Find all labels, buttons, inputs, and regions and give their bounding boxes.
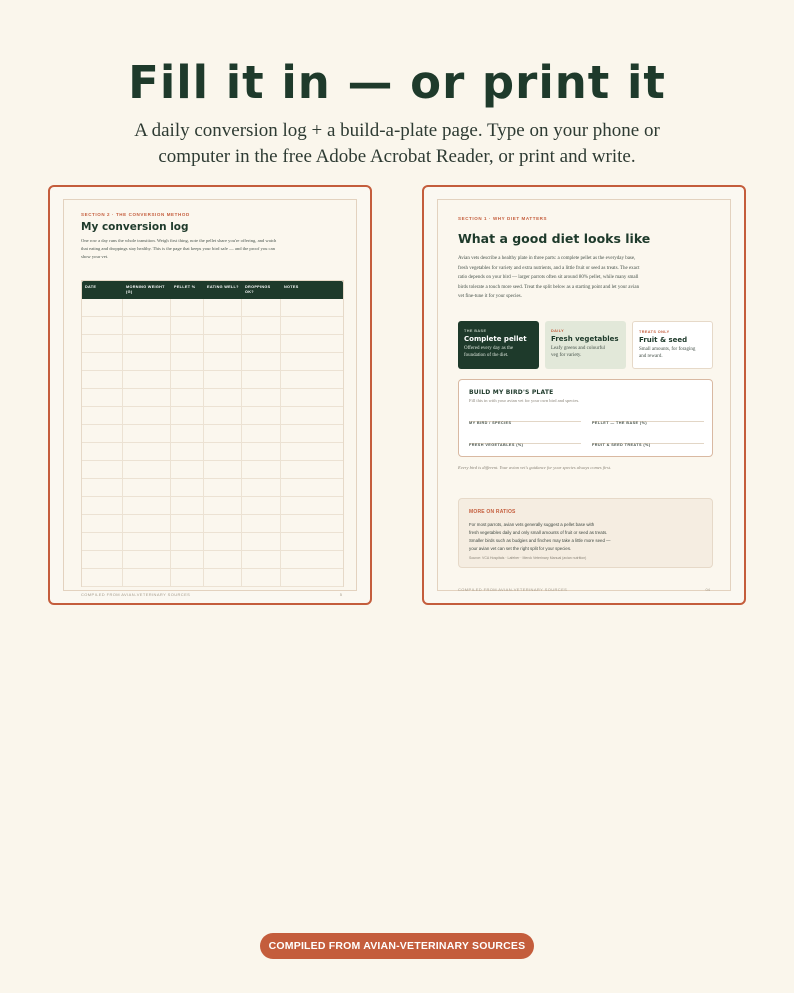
table-cell[interactable] xyxy=(171,371,204,388)
table-header xyxy=(82,281,343,299)
table-row xyxy=(82,569,343,587)
hero-subtitle xyxy=(97,118,697,170)
table-cell[interactable] xyxy=(171,551,204,568)
table-cell[interactable] xyxy=(281,371,343,388)
bird-species-field[interactable] xyxy=(469,409,581,425)
table-cell[interactable] xyxy=(123,515,171,532)
table-cell[interactable] xyxy=(123,299,171,316)
table-cell[interactable] xyxy=(242,407,281,424)
table-cell[interactable] xyxy=(204,551,242,568)
field-label: PELLET — THE BASE (%) xyxy=(592,421,648,425)
table-cell[interactable] xyxy=(204,479,242,496)
table-cell[interactable] xyxy=(171,299,204,316)
table-cell[interactable] xyxy=(123,425,171,442)
page-preview xyxy=(437,199,731,591)
table-cell[interactable] xyxy=(281,479,343,496)
column-header-date: DATE xyxy=(85,285,97,289)
table-cell[interactable] xyxy=(204,407,242,424)
table-cell[interactable] xyxy=(82,371,123,388)
tile-description-line: and reward. xyxy=(639,354,663,359)
table-cell[interactable] xyxy=(171,425,204,442)
table-cell[interactable] xyxy=(171,461,204,478)
intro-line: fresh vegetables for variety and extra nutrients, and a little fruit or seed as treats. The exact xyxy=(458,265,640,271)
table-cell[interactable] xyxy=(171,335,204,352)
table-row xyxy=(82,425,343,443)
callout-line: fresh vegetables daily and only small amounts of fruit or seed as treats. xyxy=(469,530,608,535)
form-title: BUILD MY BIRD'S PLATE xyxy=(469,389,554,396)
tile-fresh-vegetables xyxy=(545,321,626,369)
table-cell[interactable] xyxy=(123,335,171,352)
table-cell[interactable] xyxy=(123,569,171,586)
table-cell[interactable] xyxy=(123,371,171,388)
tile-kicker: DAILY xyxy=(551,329,565,333)
intro-line: Avian vets describe a healthy plate in three parts: a complete pellet as the everyday base, xyxy=(458,256,636,261)
page-preview xyxy=(63,199,357,597)
table-row xyxy=(82,497,343,515)
callout-line: For most parrots, avian vets generally suggest a pellet base with xyxy=(469,522,595,527)
vet-guidance-note: Every bird is different. Your avian vet's guidance for your species always comes first. xyxy=(458,465,612,470)
table-row xyxy=(82,407,343,425)
ratios-callout xyxy=(458,498,713,568)
table-cell[interactable] xyxy=(123,353,171,370)
table-row xyxy=(82,317,343,335)
table-cell[interactable] xyxy=(82,569,123,586)
callout-line: Smaller birds such as budgies and finches may take a little more seed — xyxy=(469,538,611,543)
table-cell[interactable] xyxy=(281,497,343,514)
table-cell[interactable] xyxy=(242,569,281,586)
field-label: FRESH VEGETABLES (%) xyxy=(469,443,524,447)
table-cell[interactable] xyxy=(82,407,123,424)
intro-line: ratio depends on your bird — larger parrots often sit around 80% pellet, while many small xyxy=(458,275,639,280)
table-cell[interactable] xyxy=(123,317,171,334)
intro-line: vet fine-tune it for your species. xyxy=(458,294,522,299)
table-row xyxy=(82,515,343,533)
conversion-log-preview-card[interactable] xyxy=(48,185,372,605)
tile-description xyxy=(551,345,620,359)
table-cell[interactable] xyxy=(123,461,171,478)
table-cell[interactable] xyxy=(204,299,242,316)
table-cell[interactable] xyxy=(204,443,242,460)
table-cell[interactable] xyxy=(281,407,343,424)
table-cell[interactable] xyxy=(82,299,123,316)
table-row xyxy=(82,551,343,569)
pellet-percent-field[interactable] xyxy=(592,409,704,425)
tile-fruit-seed xyxy=(632,321,713,369)
table-cell[interactable] xyxy=(123,479,171,496)
tile-description-line: veg for variety. xyxy=(551,353,582,358)
table-cell[interactable] xyxy=(82,479,123,496)
table-cell[interactable] xyxy=(242,317,281,334)
table-row xyxy=(82,353,343,371)
table-cell[interactable] xyxy=(204,497,242,514)
table-cell[interactable] xyxy=(242,461,281,478)
table-cell[interactable] xyxy=(123,551,171,568)
table-cell[interactable] xyxy=(281,317,343,334)
page-footer: COMPILED FROM AVIAN-VETERINARY SOURCES xyxy=(81,592,191,597)
page-number: 04 xyxy=(705,587,710,592)
column-header-droppings: DROPPINGS OK? xyxy=(245,285,271,294)
tile-title: Complete pellet xyxy=(464,335,527,343)
intro-line: that eating and droppings stay healthy. This is the page that keeps your bird safe — and the proof you can xyxy=(81,246,275,251)
tile-description xyxy=(464,345,533,359)
table-cell[interactable] xyxy=(204,371,242,388)
table-cell[interactable] xyxy=(242,425,281,442)
table-body xyxy=(82,299,343,586)
table-cell[interactable] xyxy=(281,533,343,550)
table-row xyxy=(82,479,343,497)
tile-description-line: Small amounts, for foraging xyxy=(639,347,696,352)
table-cell[interactable] xyxy=(204,569,242,586)
section-label: SECTION 2 · THE CONVERSION METHOD xyxy=(81,212,190,217)
table-cell[interactable] xyxy=(171,389,204,406)
table-cell[interactable] xyxy=(123,389,171,406)
table-cell[interactable] xyxy=(242,497,281,514)
callout-line: your avian vet can set the right split for your species. xyxy=(469,546,572,551)
table-cell[interactable] xyxy=(82,425,123,442)
intro-line: birds tolerate a touch more seed. Treat the split below as a starting point and let your avian xyxy=(458,284,640,290)
tile-description-line: Leafy greens and colourful xyxy=(551,346,606,351)
diet-page-preview-card[interactable] xyxy=(422,185,746,605)
table-cell[interactable] xyxy=(281,389,343,406)
table-row xyxy=(82,389,343,407)
vegetables-percent-field[interactable] xyxy=(469,431,581,447)
hero-title: Fill it in — or print it xyxy=(128,56,666,109)
intro-line: One row a day runs the whole transition. Weigh first thing, note the pellet share you're offering, and watch xyxy=(81,238,277,243)
hero-subtitle-line: computer in the free Adobe Acrobat Reader, or print and write. xyxy=(158,146,636,167)
table-cell[interactable] xyxy=(281,335,343,352)
table-row xyxy=(82,443,343,461)
table-cell[interactable] xyxy=(82,461,123,478)
tile-description-line: Offered every day as the xyxy=(464,346,514,351)
table-cell[interactable] xyxy=(242,389,281,406)
page-number: 5 xyxy=(339,592,342,597)
table-row xyxy=(82,461,343,479)
table-cell[interactable] xyxy=(123,407,171,424)
table-cell[interactable] xyxy=(204,353,242,370)
tile-description xyxy=(639,346,706,360)
page-title: My conversion log xyxy=(81,221,189,233)
table-cell[interactable] xyxy=(281,551,343,568)
table-cell[interactable] xyxy=(171,515,204,532)
table-cell[interactable] xyxy=(204,515,242,532)
table-cell[interactable] xyxy=(281,353,343,370)
table-cell[interactable] xyxy=(281,461,343,478)
table-cell[interactable] xyxy=(281,443,343,460)
table-cell[interactable] xyxy=(171,443,204,460)
form-hint: Fill this in with your avian vet for your own bird and species. xyxy=(469,398,580,403)
page-footer: COMPILED FROM AVIAN-VETERINARY SOURCES xyxy=(458,587,568,592)
table-cell[interactable] xyxy=(82,533,123,550)
intro-line: show your vet. xyxy=(81,254,109,259)
section-label: SECTION 1 · WHY DIET MATTERS xyxy=(458,216,548,221)
table-row xyxy=(82,371,343,389)
table-cell[interactable] xyxy=(281,515,343,532)
tile-title: Fruit & seed xyxy=(639,336,688,344)
field-label: MY BIRD / SPECIES xyxy=(469,421,512,425)
field-label: FRUIT & SEED TREATS (%) xyxy=(592,443,651,447)
column-header-pellet: PELLET % xyxy=(174,285,196,289)
table-cell[interactable] xyxy=(171,569,204,586)
table-cell[interactable] xyxy=(82,335,123,352)
table-cell[interactable] xyxy=(242,551,281,568)
table-cell[interactable] xyxy=(281,425,343,442)
table-cell[interactable] xyxy=(204,317,242,334)
table-cell[interactable] xyxy=(171,533,204,550)
table-cell[interactable] xyxy=(242,335,281,352)
treats-percent-field[interactable] xyxy=(592,431,704,447)
table-cell[interactable] xyxy=(171,497,204,514)
table-cell[interactable] xyxy=(82,515,123,532)
table-row xyxy=(82,299,343,317)
table-cell[interactable] xyxy=(242,533,281,550)
sources-badge: COMPILED FROM AVIAN-VETERINARY SOURCES xyxy=(260,933,534,959)
table-cell[interactable] xyxy=(204,425,242,442)
table-cell[interactable] xyxy=(82,443,123,460)
conversion-log-table xyxy=(81,280,344,587)
build-plate-form xyxy=(458,379,713,457)
table-row xyxy=(82,335,343,353)
table-cell[interactable] xyxy=(171,479,204,496)
table-cell[interactable] xyxy=(82,497,123,514)
intro-paragraph xyxy=(81,237,346,261)
column-header-weight: MORNING WEIGHT (G) xyxy=(126,285,165,294)
column-header-eating: EATING WELL? xyxy=(207,285,239,289)
tile-kicker: TREATS ONLY xyxy=(639,330,670,334)
table-cell[interactable] xyxy=(82,317,123,334)
table-cell[interactable] xyxy=(171,353,204,370)
source-citation: Source: VCA Hospitals · Lafeber · Merck Veterinary Manual (avian nutrition) xyxy=(469,556,587,560)
table-cell[interactable] xyxy=(204,335,242,352)
table-cell[interactable] xyxy=(242,353,281,370)
table-cell[interactable] xyxy=(171,407,204,424)
table-cell[interactable] xyxy=(123,497,171,514)
hero-subtitle-line: A daily conversion log + a build-a-plate page. Type on your phone or xyxy=(134,120,660,141)
tile-kicker: THE BASE xyxy=(464,329,487,333)
tile-title: Fresh vegetables xyxy=(551,335,619,343)
table-cell[interactable] xyxy=(242,479,281,496)
tile-description-line: foundation of the diet. xyxy=(464,353,509,358)
table-cell[interactable] xyxy=(82,551,123,568)
table-cell[interactable] xyxy=(204,533,242,550)
table-cell[interactable] xyxy=(204,461,242,478)
table-cell[interactable] xyxy=(242,299,281,316)
table-cell[interactable] xyxy=(242,515,281,532)
table-cell[interactable] xyxy=(123,443,171,460)
page-title: What a good diet looks like xyxy=(458,231,651,246)
table-cell[interactable] xyxy=(281,299,343,316)
table-cell[interactable] xyxy=(123,533,171,550)
table-cell[interactable] xyxy=(281,569,343,586)
table-cell[interactable] xyxy=(242,443,281,460)
callout-title: MORE ON RATIOS xyxy=(469,509,516,515)
table-cell[interactable] xyxy=(204,389,242,406)
tile-complete-pellet xyxy=(458,321,539,369)
intro-paragraph xyxy=(458,254,723,302)
callout-body xyxy=(469,521,644,553)
column-header-notes: NOTES xyxy=(284,285,299,289)
table-cell[interactable] xyxy=(171,317,204,334)
table-row xyxy=(82,533,343,551)
table-cell[interactable] xyxy=(82,389,123,406)
table-cell[interactable] xyxy=(82,353,123,370)
table-cell[interactable] xyxy=(242,371,281,388)
